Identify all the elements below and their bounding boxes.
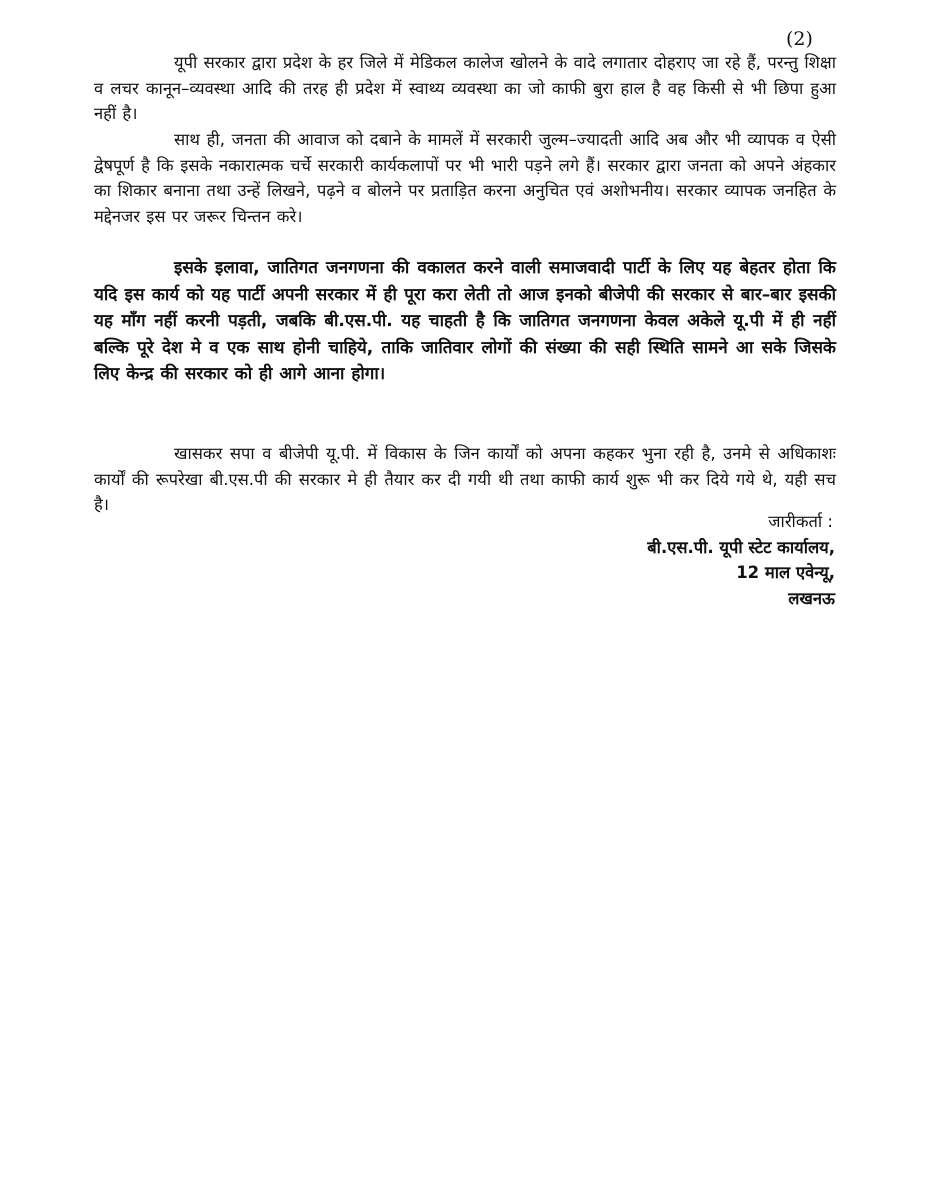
document-body <box>94 50 836 518</box>
issuer-city: लखनऊ <box>788 588 835 608</box>
paragraph-public-voice: साथ ही, जनता की आवाज को दबाने के मामलें में सरकारी जुल्म–ज्यादती आदि अब और भी व्यापक व ऐसी द्वेषपूर्ण है कि इसके नकारात्मक चर्चे सरकारी कार्यकलापों पर भी भारी पड़ने लगे हैं। सरकार द्वारा जनता को अपने अंहकार का शिकार बनाना तथा उन्हें लिखने, पढ़ने व बोलने पर प्रताड़ित करना अनुचित एवं अशोभनीय। सरकार व्यापक जनहित के मद्देनजर इस पर जरूर चिन्तन करे। <box>94 130 836 226</box>
paragraph-development-works: खासकर सपा व बीजेपी यू.पी. में विकास के जिन कार्यों को अपना कहकर भुना रही है, उनमे से अधिकाशः कार्यों की रूपरेखा बी.एस.पी की सरकार मे ही तैयार कर दी गयी थी तथा काफी कार्य शुरू भी कर दिये गये थे, यही सच है। <box>94 444 836 515</box>
issuer-label: जारीकर्ता : <box>768 512 833 531</box>
page-number: (2) <box>786 28 813 50</box>
issuer-address: 12 माल एवेन्यू, <box>736 563 835 582</box>
issuer-office: बी.एस.पी. यूपी स्टेट कार्यालय, <box>647 537 835 557</box>
paragraph-caste-census: इसके इलावा, जातिगत जनगणना की वकालत करने वाली समाजवादी पार्टी के लिए यह बेहतर होता कि यदि इस कार्य को यह पार्टी अपनी सरकार में ही पूरा करा लेती तो आज इनको बीजेपी की सरकार से बार–बार इसकी यह माँग नहीं करनी पड़ती, जबकि बी.एस.पी. यह चाहती है कि जातिगत जनगणना केवल अकेले यू.पी में ही नहीं बल्कि पूरे देश मे व एक साथ होनी चाहिये, ताकि जातिवार लोगों की संख्या की सही स्थिति सामने आ सके जिसके लिए केन्द्र की सरकार को ही आगे आना होगा। <box>94 258 836 385</box>
paragraph-medical-colleges: यूपी सरकार द्वारा प्रदेश के हर जिले में मेडिकल कालेज खोलने के वादे लगातार दोहराए जा रहे हैं, परन्तु शिक्षा व लचर कानून–व्यवस्था आदि की तरह ही प्रदेश में स्वाथ्य व्यवस्था का जो काफी बुरा हाल है वह किसी से भी छिपा हुआ नहीं है। <box>94 53 836 124</box>
issuer-signature-block <box>647 509 835 611</box>
